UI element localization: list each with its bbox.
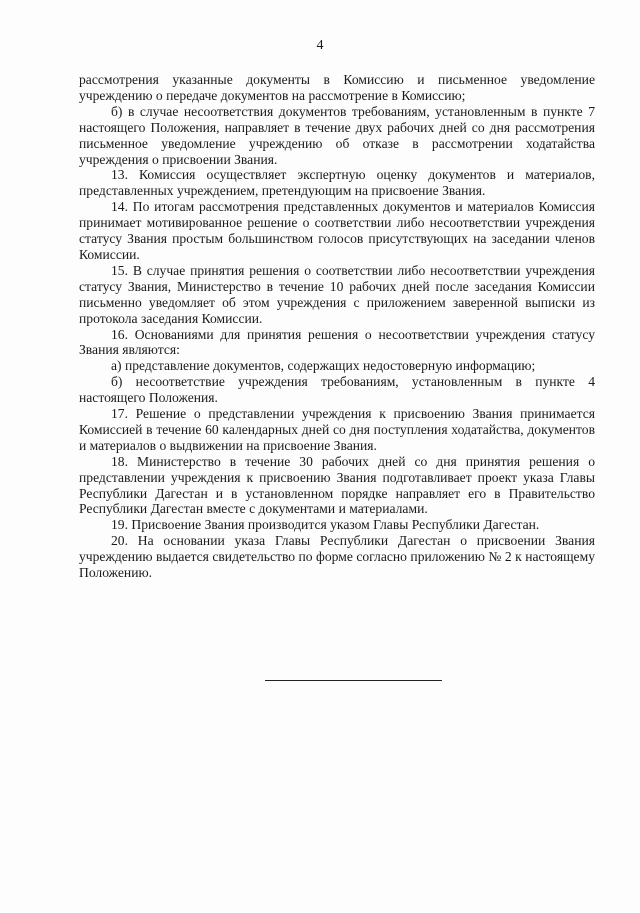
paragraph-17: 17. Решение о представлении учреждения к присвоению Звания принимается Комиссией в течение 60 календарных дней со дня поступления ходатайства, документов и материалов о выдвижении на присвоение Звания.	[79, 406, 595, 453]
paragraph-20: 20. На основании указа Главы Республики Дагестан о присвоении Звания учреждению выдается свидетельство по форме согласно приложению № 2 к настоящему Положению.	[79, 533, 595, 581]
document-body	[79, 72, 595, 581]
closing-divider-line	[265, 680, 442, 681]
paragraph-16: 16. Основаниями для принятия решения о несоответствии учреждения статусу Звания являются:	[79, 326, 595, 358]
paragraph-16b: б) несоответствие учреждения требованиям, установленным в пункте 4 настоящего Положения.	[79, 374, 595, 406]
paragraph-13: 13. Комиссия осуществляет экспертную оценку документов и материалов, представленных учреждением, претендующим на присвоение Звания.	[79, 167, 595, 199]
paragraph-16a: а) представление документов, содержащих недостоверную информацию;	[111, 358, 536, 374]
paragraph-15: 15. В случае принятия решения о соответствии либо несоответствии учреждения статусу Звания, Министерство в течение 10 рабочих дней после заседания Комиссии письменно уведомляет об этом учреждения с приложением заверенной выписки из протокола заседания Комиссии.	[79, 262, 595, 326]
paragraph-19: 19. Присвоение Звания производится указом Главы Республики Дагестан.	[111, 517, 540, 533]
paragraph-14: 14. По итогам рассмотрения представленных документов и материалов Комиссия принимает мотивированное решение о соответствии либо несоответствии учреждения статусу Звания простым большинством голосов присутствующих на заседании членов Комиссии.	[79, 199, 595, 262]
paragraph-continuation: рассмотрения указанные документы в Комиссию и письменное уведомление учреждению о передаче документов на рассмотрение в Комиссию;	[79, 72, 595, 103]
paragraph-12b: б) в случае несоответствия документов требованиям, установленным в пункте 7 настоящего Положения, направляет в течение двух рабочих дней со дня рассмотрения письменное уведомление учреждению об отказе в рассмотрении ходатайства учреждения о присвоении Звания.	[79, 103, 595, 167]
page-number: 4	[316, 38, 324, 53]
paragraph-18: 18. Министерство в течение 30 рабочих дней со дня принятия решения о представлении учреждения к присвоению Звания подготавливает проект указа Главы Республики Дагестан и в установленном порядке направляет его в Правительство Республики Дагестан вместе с документами и материалами.	[79, 453, 595, 517]
